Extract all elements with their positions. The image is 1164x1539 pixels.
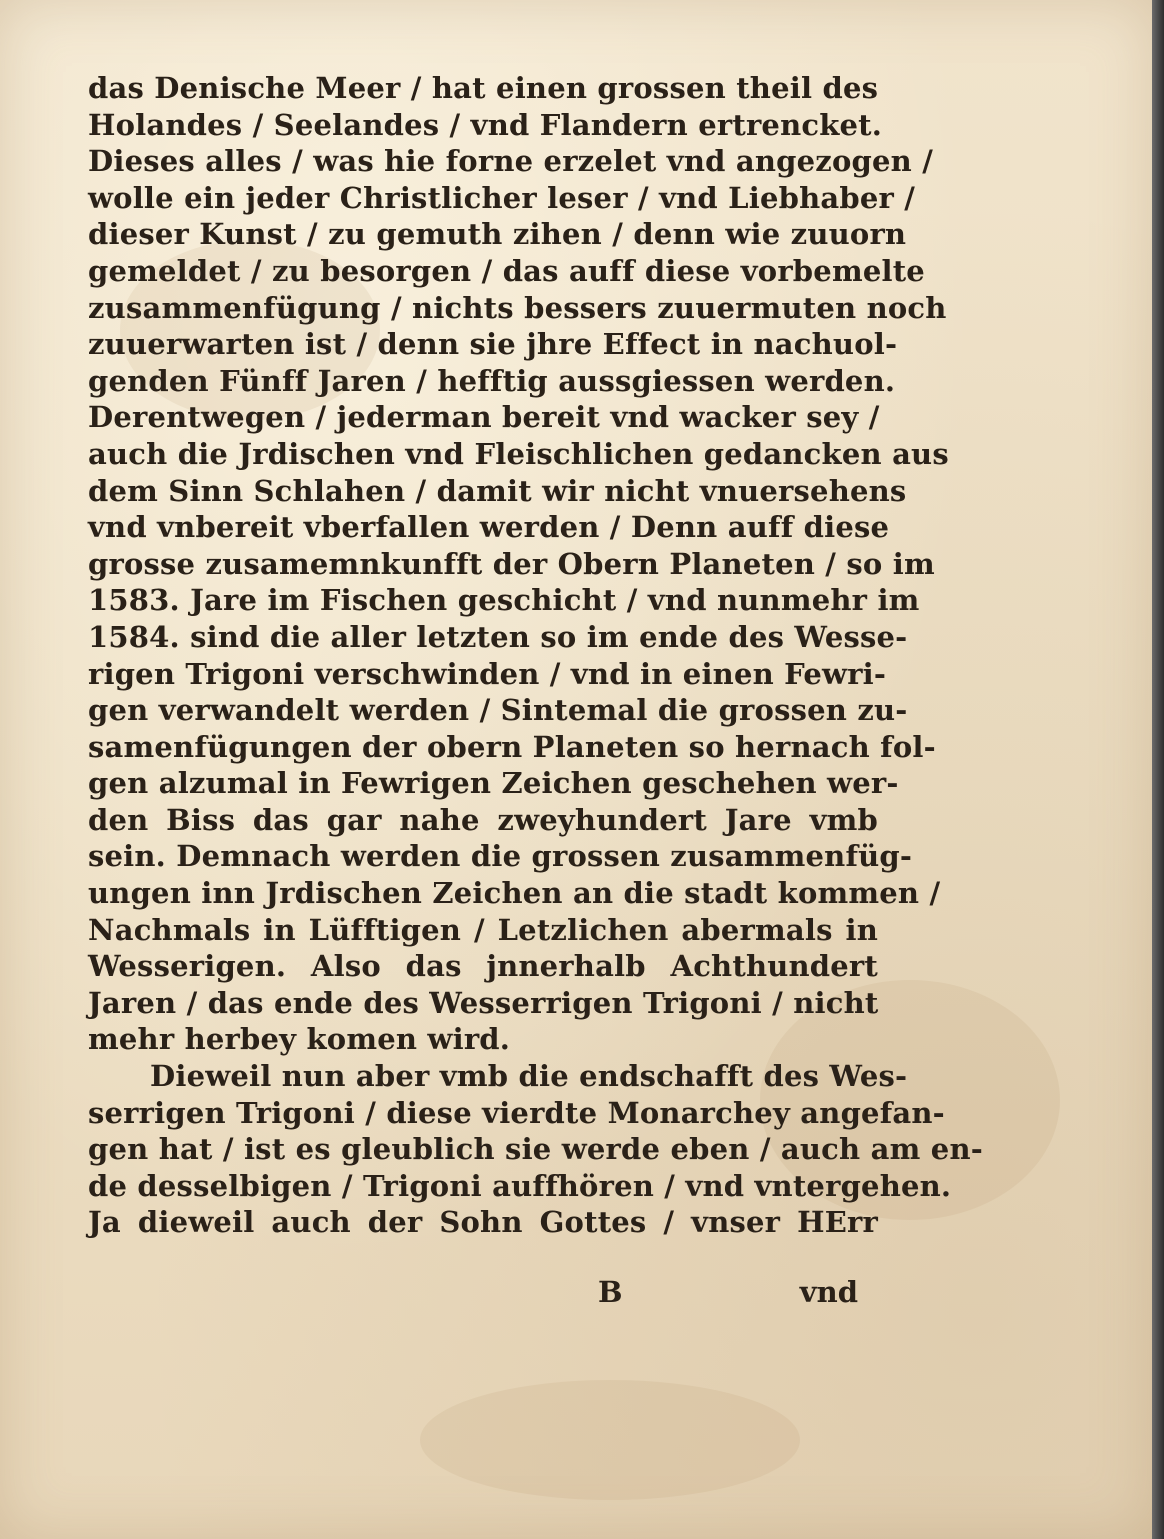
text-line: Dieweil nun aber vmb die endschafft des Wes-: [150, 1059, 908, 1094]
text-line: Wesserigen. Also das jnnerhalb Achthundert: [88, 949, 878, 984]
text-line: wolle ein jeder Christlicher leser / vnd Liebhaber /: [88, 180, 916, 215]
text-line: gen alzumal in Fewrigen Zeichen geschehen wer-: [88, 766, 899, 801]
text-line: serrigen Trigoni / diese vierdte Monarchey angefan-: [88, 1095, 945, 1130]
text-line: Jaren / das ende des Wesserrigen Trigoni / nicht: [88, 985, 879, 1020]
body-text: [88, 70, 983, 1241]
text-line: gen verwandelt werden / Sintemal die grossen zu-: [88, 693, 908, 728]
text-line: Nachmals in Lüfftigen / Letzlichen abermals in: [88, 912, 878, 947]
catchword: vnd: [799, 1275, 858, 1309]
text-line: ungen inn Jrdischen Zeichen an die stadt kommen /: [88, 876, 941, 911]
text-line: rigen Trigoni verschwinden / vnd in einen Fewri-: [88, 656, 887, 691]
text-line: den Biss das gar nahe zweyhundert Jare vmb: [88, 802, 878, 837]
text-line: zusammenfügung / nichts bessers zuuermuten noch: [88, 290, 947, 325]
paper-stain: [420, 1380, 800, 1500]
text-line: grosse zusamemnkunfft der Obern Planeten / so im: [88, 546, 935, 581]
text-line: samenfügungen der obern Planeten so hernach fol-: [88, 729, 936, 764]
text-line: sein. Demnach werden die grossen zusammenfüg-: [88, 839, 913, 874]
text-line: auch die Jrdischen vnd Fleischlichen gedancken aus: [88, 436, 949, 471]
text-line: Ja dieweil auch der Sohn Gottes / vnser HErr: [88, 1205, 878, 1240]
text-line: gemeldet / zu besorgen / das auff diese vorbemelte: [88, 253, 925, 288]
signature-mark: B: [598, 1275, 623, 1309]
text-line: dem Sinn Schlahen / damit wir nicht vnuersehens: [88, 473, 907, 508]
text-line: genden Fünff Jaren / hefftig aussgiessen werden.: [88, 363, 896, 398]
page-footer: [88, 1272, 878, 1312]
text-line: Holandes / Seelandes / vnd Flandern ertrencket.: [88, 107, 883, 142]
text-line: das Denische Meer / hat einen grossen theil des: [88, 71, 879, 105]
text-line: Dieses alles / was hie forne erzelet vnd angezogen /: [88, 144, 933, 179]
text-line: mehr herbey komen wird.: [88, 1022, 511, 1057]
text-line: vnd vnbereit vberfallen werden / Denn auff diese: [88, 510, 890, 545]
text-line: 1583. Jare im Fischen geschicht / vnd nunmehr im: [88, 583, 920, 618]
text-line: 1584. sind die aller letzten so im ende des Wesse-: [88, 619, 908, 654]
text-line: Derentwegen / jederman bereit vnd wacker sey /: [88, 400, 880, 435]
text-line: zuuerwarten ist / denn sie jhre Effect in nachuol-: [88, 327, 898, 362]
text-line: gen hat / ist es gleublich sie werde eben / auch am en-: [88, 1132, 983, 1167]
page-edge: [1152, 0, 1164, 1539]
text-line: de desselbigen / Trigoni auffhören / vnd vntergehen.: [88, 1168, 952, 1203]
text-line: dieser Kunst / zu gemuth zihen / denn wie zuuorn: [88, 217, 907, 252]
